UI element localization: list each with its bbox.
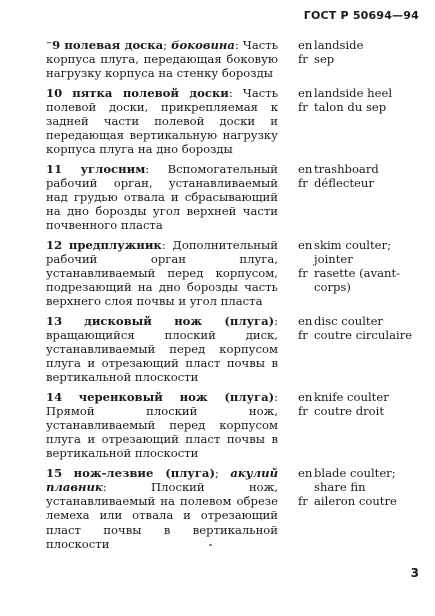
english-equivalent: landside bbox=[314, 38, 364, 52]
term-name: нож-лезвие (плуга) bbox=[73, 465, 215, 480]
term-number: ⁻9 bbox=[46, 38, 61, 52]
term-number: 15 bbox=[46, 465, 63, 480]
definition-text: : Дополнительный рабочий орган плуга, устанавливаемый перед корпусом, подрезающий на дно борозды часть верхнего слоя почвы и угол пласта bbox=[46, 237, 278, 309]
scan-speck bbox=[209, 544, 212, 546]
french-equivalent: aileron coutre bbox=[314, 494, 397, 509]
lang-code-en: en bbox=[298, 85, 313, 100]
term-synonym: боковина bbox=[171, 38, 235, 52]
english-equivalent: landside heel bbox=[314, 85, 393, 100]
lang-code-fr: fr bbox=[298, 327, 308, 342]
term-number: 13 bbox=[46, 313, 63, 328]
french-equivalent: coutre circulaire bbox=[314, 327, 413, 342]
term-number: 12 bbox=[46, 237, 63, 252]
definition-text: : Часть полевой доски, прикрепляемая к задней части полевой доски и передающая вертикальную нагрузку корпуса плуга на дно борозды bbox=[46, 85, 279, 157]
term-definition bbox=[46, 238, 278, 309]
term-equivalents bbox=[298, 162, 426, 190]
term-entry bbox=[46, 162, 426, 233]
lang-code-en: en bbox=[298, 161, 313, 176]
term-equivalents bbox=[298, 86, 426, 114]
term-entry bbox=[46, 466, 426, 551]
term-number: 11 bbox=[46, 161, 63, 176]
term-equivalents bbox=[298, 390, 426, 418]
term-equivalents bbox=[298, 238, 426, 295]
lang-code-fr: fr bbox=[298, 266, 308, 281]
term-name: полевая доска bbox=[64, 38, 164, 52]
term-equivalents bbox=[298, 38, 426, 66]
term-definition bbox=[46, 390, 278, 461]
lang-code-fr: fr bbox=[298, 175, 308, 190]
definition-text: : Вспомогательный рабочий орган, устанавливаемый над грудью отвала и сбрасывающий на дно борозды угол верхней части почвенного пласта bbox=[46, 161, 279, 233]
lang-code-fr: fr bbox=[298, 403, 308, 418]
term-equivalents bbox=[298, 466, 426, 509]
document-header-code: ГОСТ Р 50694—94 bbox=[303, 9, 419, 22]
term-definition: 15 нож-лезвие (плуга); акулий плавник: Плоский нож, устанавливаемый на полевом обрезе лемеха или отвала и отрезающий пласт почвы в вертикальной плоскости bbox=[46, 465, 279, 551]
term-equivalents bbox=[298, 314, 426, 342]
term-name: пятка полевой доски bbox=[72, 85, 229, 100]
term-number: 14 bbox=[46, 389, 63, 404]
french-equivalent: déflecteur bbox=[314, 175, 374, 190]
french-equivalent: rasette (avant-corps) bbox=[314, 266, 401, 295]
term-definition: ⁻9 полевая доска; боковина: Часть корпуса плуга, передающая боковую нагрузку корпуса на стенку борозды bbox=[46, 38, 279, 81]
lang-code-en: en bbox=[298, 389, 313, 404]
french-equivalent: sep bbox=[314, 52, 335, 67]
term-name: дисковый нож (плуга) bbox=[84, 313, 275, 328]
lang-code-en: en bbox=[298, 465, 313, 480]
french-equivalent: talon du sep bbox=[314, 99, 387, 114]
term-entry bbox=[46, 38, 426, 81]
term-number: 10 bbox=[46, 85, 63, 100]
term-entry bbox=[46, 314, 426, 385]
definition-text: : Плоский нож, устанавливаемый на полевом обрезе лемеха или отвала и отрезающий пласт почвы в вертикальной плоскости bbox=[46, 479, 278, 551]
lang-code-en: en bbox=[298, 237, 313, 252]
english-equivalent: trashboard bbox=[314, 161, 379, 176]
term-definition bbox=[46, 86, 278, 157]
term-name: предплужник bbox=[68, 237, 162, 252]
lang-code-en: en bbox=[298, 313, 313, 328]
english-equivalent: knife coulter bbox=[314, 389, 389, 404]
definition-text: : вращающийся плоский диск, устанавливаемый перед корпусом плуга и отрезающий пласт почвы в вертикальной плоскости bbox=[46, 313, 279, 385]
english-equivalent: blade coulter; share fin bbox=[314, 465, 396, 494]
term-definition bbox=[46, 314, 278, 385]
term-definition bbox=[46, 162, 278, 233]
term-synonym: акулий плавник bbox=[46, 465, 279, 494]
lang-code-en: en bbox=[298, 38, 313, 52]
term-list bbox=[46, 38, 426, 556]
lang-code-fr: fr bbox=[298, 52, 308, 67]
term-entry bbox=[46, 238, 426, 309]
lang-code-fr: fr bbox=[298, 494, 308, 509]
page-number: 3 bbox=[410, 566, 419, 580]
term-entry bbox=[46, 390, 426, 461]
term-name: черенковый нож (плуга) bbox=[78, 389, 275, 404]
lang-code-fr: fr bbox=[298, 99, 308, 114]
english-equivalent: skim coulter; jointer bbox=[314, 237, 391, 266]
definition-text: : Прямой плоский нож, устанавливаемый перед корпусом плуга и отрезающий пласт почвы в вертикальной плоскости bbox=[46, 389, 278, 461]
term-entry bbox=[46, 86, 426, 157]
term-name: углосним bbox=[80, 161, 146, 176]
french-equivalent: coutre droit bbox=[314, 403, 384, 418]
definition-text: : Часть корпуса плуга, передающая боковую нагрузку корпуса на стенку борозды bbox=[46, 38, 279, 81]
english-equivalent: disc coulter bbox=[314, 313, 383, 328]
